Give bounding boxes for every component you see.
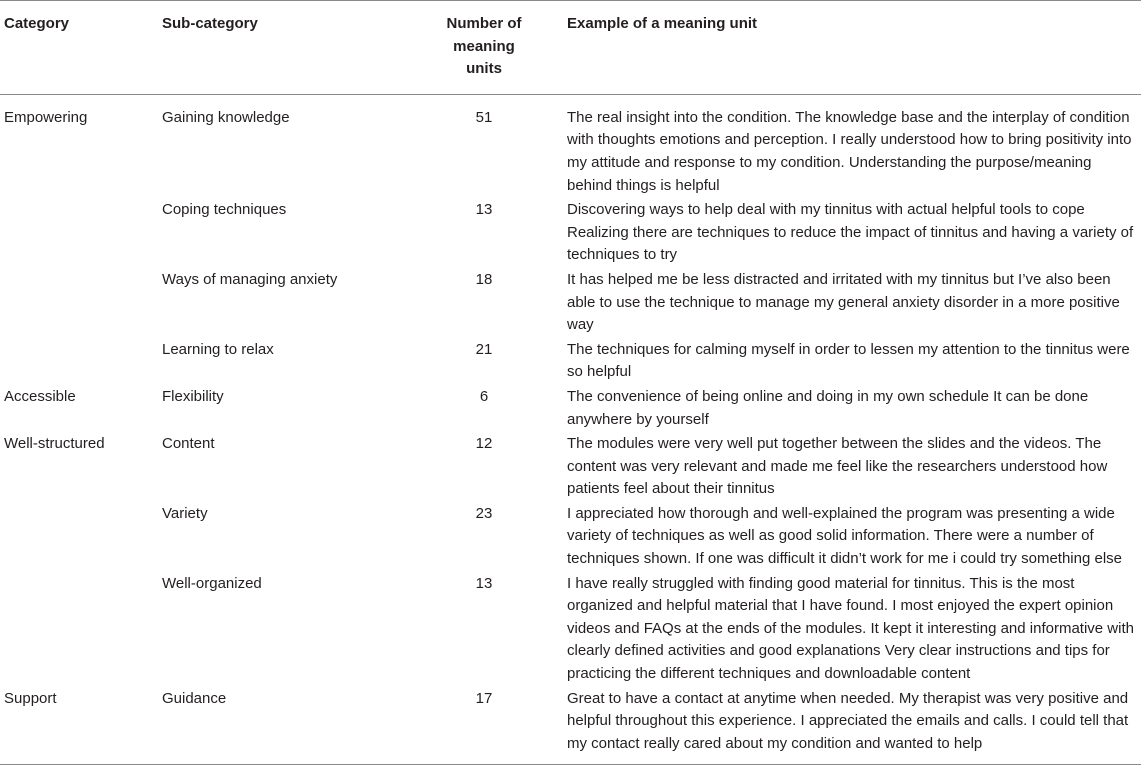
header-example: Example of a meaning unit	[563, 1, 1141, 95]
table-row	[0, 688, 1141, 765]
cell-category	[0, 269, 158, 339]
cell-example: I have really struggled with finding good material for tinnitus. This is the most organized and helpful material that I have found. I most enjoyed the expert opinion videos and FAQs at the ends of the modules. It kept it interesting and informative with clearly defined activities and good explanations Very clear instructions and tips for practicing the different techniques and downloadable content	[567, 574, 1134, 683]
table-row	[0, 269, 1141, 339]
cell-number-of-meaning-units: 6	[479, 387, 489, 405]
cell-category: Well-structured	[4, 435, 105, 453]
cell-example: I appreciated how thorough and well-explained the program was presenting a wide variety of techniques as well as good solid information. There were a number of techniques shown. If one was difficult it didn’t work for me i could try something else	[567, 504, 1122, 568]
cell-subcategory: Content	[162, 435, 215, 453]
table-row	[0, 199, 1141, 269]
cell-category	[0, 503, 158, 573]
cell-category: Empowering	[4, 108, 88, 126]
cell-subcategory: Coping techniques	[162, 201, 287, 219]
cell-subcategory: Well-organized	[162, 574, 262, 592]
cell-example: The convenience of being online and doing in my own schedule It can be done anywhere by yourself	[567, 387, 1089, 428]
table-row	[0, 573, 1141, 688]
table-row	[0, 433, 1141, 503]
cell-subcategory: Ways of managing anxiety	[162, 270, 338, 288]
table-row	[0, 339, 1141, 386]
cell-category	[0, 339, 158, 386]
cell-subcategory: Guidance	[158, 688, 405, 765]
cell-number-of-meaning-units: 51	[475, 108, 493, 126]
cell-number-of-meaning-units: 13	[475, 201, 493, 219]
header-number-text: Number of meaning units	[446, 15, 522, 78]
cell-example: It has helped me be less distracted and irritated with my tinnitus but I’ve also been able to use the technique to manage my general anxiety disorder in a more positive way	[567, 270, 1120, 334]
cell-example: Discovering ways to help deal with my tinnitus with actual helpful tools to cope Realizing there are techniques to reduce the impact of tinnitus and having a variety of techniques to try	[567, 201, 1134, 264]
cell-example: The techniques for calming myself in order to lessen my attention to the tinnitus were so helpful	[567, 340, 1130, 381]
cell-number-of-meaning-units: 23	[475, 504, 493, 522]
cell-number-of-meaning-units: 17	[405, 688, 563, 765]
cell-category: Accessible	[4, 387, 76, 405]
cell-number-of-meaning-units: 12	[475, 435, 493, 453]
cell-subcategory: Gaining knowledge	[162, 108, 290, 126]
header-number-of-meaning-units	[405, 1, 563, 95]
cell-category: Support	[0, 688, 158, 765]
table-header	[0, 1, 1141, 95]
cell-number-of-meaning-units: 18	[475, 270, 493, 288]
cell-subcategory: Flexibility	[162, 387, 224, 405]
cell-subcategory: Variety	[162, 504, 208, 522]
cell-number-of-meaning-units: 13	[475, 574, 493, 592]
table-row	[0, 503, 1141, 573]
cell-example: Great to have a contact at anytime when needed. My therapist was very positive and helpful throughout this experience. I appreciated the emails and calls. I could tell that my contact really cared about my condition and wanted to help	[563, 688, 1141, 765]
table-body	[0, 94, 1141, 765]
cell-category	[0, 573, 158, 688]
header-row	[0, 1, 1141, 95]
cell-example: The real insight into the condition. The knowledge base and the interplay of condition with thoughts emotions and perception. I really understood how to bring positivity into my attitude and response to my condition. Understanding the purpose/meaning behind things is helpful	[567, 108, 1132, 194]
table-row	[0, 386, 1141, 433]
table-row	[0, 94, 1141, 199]
header-subcategory: Sub-category	[158, 1, 405, 95]
cell-number-of-meaning-units: 21	[475, 340, 493, 358]
cell-subcategory: Learning to relax	[162, 340, 274, 358]
cell-category	[0, 199, 158, 269]
header-category: Category	[0, 1, 158, 95]
cell-example: The modules were very well put together between the slides and the videos. The content was very relevant and made me feel like the researchers understood how patients feel about their tinnitus	[567, 435, 1108, 498]
